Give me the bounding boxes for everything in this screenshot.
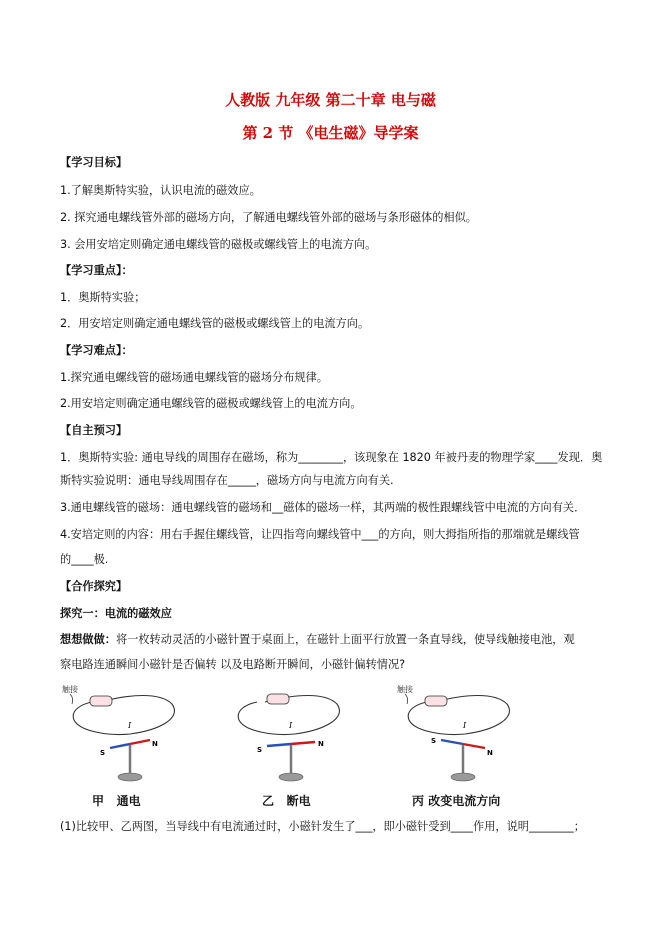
south-label: S <box>100 749 106 757</box>
touch-arrow-icon <box>70 694 73 704</box>
think-label: 想想做做： <box>60 633 116 646</box>
difficulty-item: 2.用安培定则确定通电螺线管的磁极或螺线管上的电流方向。 <box>60 397 362 410</box>
stand-base <box>118 773 142 781</box>
keypoint-item: 1．奥斯特实验； <box>60 291 146 304</box>
think-text: 将一枚转动灵活的小磁针置于桌面上，在磁针上面平行放置一条直导线，使导线触接电池，观 <box>115 633 575 646</box>
goal-item: 3. 会用安培定则确定通电螺线管的磁极或螺线管上的电流方向。 <box>60 238 377 251</box>
current-label: I <box>463 721 467 730</box>
goals-heading: 【学习目标】 <box>60 156 128 169</box>
figure-touch-label: 触接 <box>62 685 78 694</box>
wire-loop <box>73 696 174 735</box>
preview-line: 1．奥斯特实验: 通电导线的周围存在磁场，称为________，该现象在 1820 年被丹麦的物理学家____发现．奥 <box>60 451 603 464</box>
caption-letter: 甲 <box>92 794 105 808</box>
think-line-2: 察电路连通瞬间小磁针是否偏转 以及电路断开瞬间，小磁针偏转情况? <box>60 658 406 671</box>
north-label: N <box>152 740 158 748</box>
figure-touch-label: 触接 <box>397 685 413 694</box>
touch-arrow-icon <box>405 694 408 704</box>
goal-item: 1.了解奥斯特实验，认识电流的磁效应。 <box>60 184 261 197</box>
preview-line: 的____极. <box>60 553 109 566</box>
figure-3-caption <box>412 792 500 809</box>
south-label: S <box>431 737 437 745</box>
needle-south <box>267 744 291 746</box>
needle-south <box>441 740 463 744</box>
explore-heading: 【合作探究】 <box>60 580 128 593</box>
south-label: S <box>257 746 263 754</box>
stand-base <box>451 773 475 781</box>
needle-north <box>130 740 150 744</box>
battery-icon <box>90 696 112 706</box>
difficulty-item: 1.探究通电螺线管的磁场通电螺线管的磁场分布规律。 <box>60 371 328 384</box>
goal-item: 2. 探究通电螺线管外部的磁场方向，了解通电螺线管外部的磁场与条形磁体的相似。 <box>60 211 477 224</box>
keypoint-item: 2．用安培定则确定通电螺线管的磁极或螺线管上的电流方向。 <box>60 317 370 330</box>
difficulties-heading: 【学习难点】： <box>60 344 133 357</box>
figure-2-caption <box>262 792 311 809</box>
preview-line: 3.通电螺线管的磁场：通电螺线管的磁场和__磁体的磁场一样，其两端的极性跟螺线管中电流的方向有关． <box>60 501 586 514</box>
current-label: I <box>128 721 132 730</box>
caption-text: 通电 <box>116 794 141 808</box>
page-subtitle: 第 2 节 《电生磁》导学案 <box>242 124 419 142</box>
north-label: N <box>487 749 493 757</box>
explore-subheading-text: 探究一：电流的磁效应 <box>60 607 172 620</box>
figure-1-diagram <box>60 680 190 785</box>
stand-base <box>279 773 303 781</box>
needle-south <box>110 744 130 748</box>
caption-text: 断电 <box>286 794 311 808</box>
preview-line: 斯特实验说明：通电导线周围存在_____，磁场方向与电流方向有关. <box>60 474 394 487</box>
question-1: (1)比较甲、乙两图，当导线中有电流通过时，小磁针发生了___，即小磁针受到____作用，说明________； <box>60 820 585 833</box>
preview-line: 4.安培定则的内容：用右手握住螺线管，让四指弯向螺线管中___的方向，则大拇指所指的那端就是螺线管 <box>60 528 580 541</box>
caption-text: 改变电流方向 <box>428 794 501 808</box>
current-label: I <box>289 721 293 730</box>
needle-north <box>463 744 485 748</box>
caption-letter: 丙 <box>412 794 425 808</box>
needle-north <box>291 742 315 744</box>
keypoints-heading: 【学习重点】： <box>60 264 133 277</box>
figure-1-caption <box>92 792 141 809</box>
explore-subheading <box>60 606 620 621</box>
figure-2-diagram <box>225 680 355 785</box>
wire-loop <box>408 696 509 735</box>
north-label: N <box>318 740 324 748</box>
battery-icon <box>425 696 447 706</box>
caption-letter: 乙 <box>262 794 275 808</box>
preview-heading: 【自主预习】 <box>60 424 128 437</box>
think-line-1 <box>60 632 620 647</box>
page-title: 人教版 九年级 第二十章 电与磁 <box>225 91 436 109</box>
battery-icon <box>267 694 289 704</box>
figure-3-diagram <box>395 680 525 785</box>
